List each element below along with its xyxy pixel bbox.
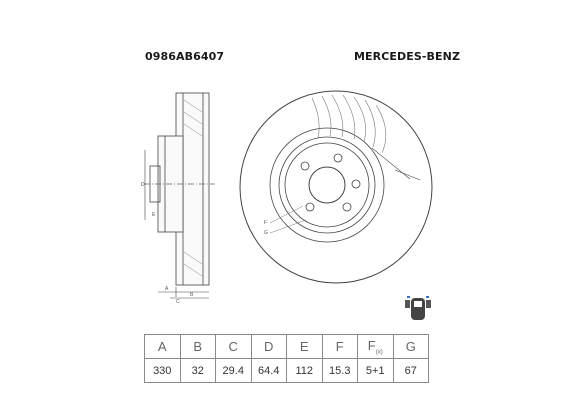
dim-header: G (393, 335, 429, 359)
dim-value: 29.4 (216, 359, 252, 383)
dim-header: C (216, 335, 252, 359)
dim-value: 5+1 (358, 359, 394, 383)
dim-label-e: E (152, 212, 156, 218)
dim-label-a: A (165, 286, 169, 292)
disc-front-view (240, 91, 432, 283)
dim-header: A (145, 335, 181, 359)
dim-header: $F_{(x)}$ (358, 335, 394, 359)
dimension-value-row (145, 359, 429, 383)
dim-value: 67 (393, 359, 429, 383)
dim-header: D (251, 335, 287, 359)
dimension-header-row (145, 335, 429, 359)
dim-label-c: C (176, 299, 180, 305)
part-number: 0986AB6407 (145, 50, 225, 63)
dim-header: B (180, 335, 216, 359)
dim-header: F (322, 335, 358, 359)
dim-label-d: D (141, 182, 145, 188)
dim-label-f: F (264, 220, 268, 226)
dim-value: 112 (287, 359, 323, 383)
dim-value: 330 (145, 359, 181, 383)
dimension-table (144, 334, 429, 383)
dim-label-b: B (190, 292, 194, 298)
dim-header: E (287, 335, 323, 359)
dim-header-sub: (x) (375, 349, 383, 356)
brand-name: MERCEDES-BENZ (354, 50, 461, 63)
car-front-axle-icon (405, 296, 431, 320)
dim-value: 64.4 (251, 359, 287, 383)
dim-value: 32 (180, 359, 216, 383)
dim-value: 15.3 (322, 359, 358, 383)
dim-label-g: G (264, 230, 268, 236)
disc-side-view (144, 93, 215, 298)
